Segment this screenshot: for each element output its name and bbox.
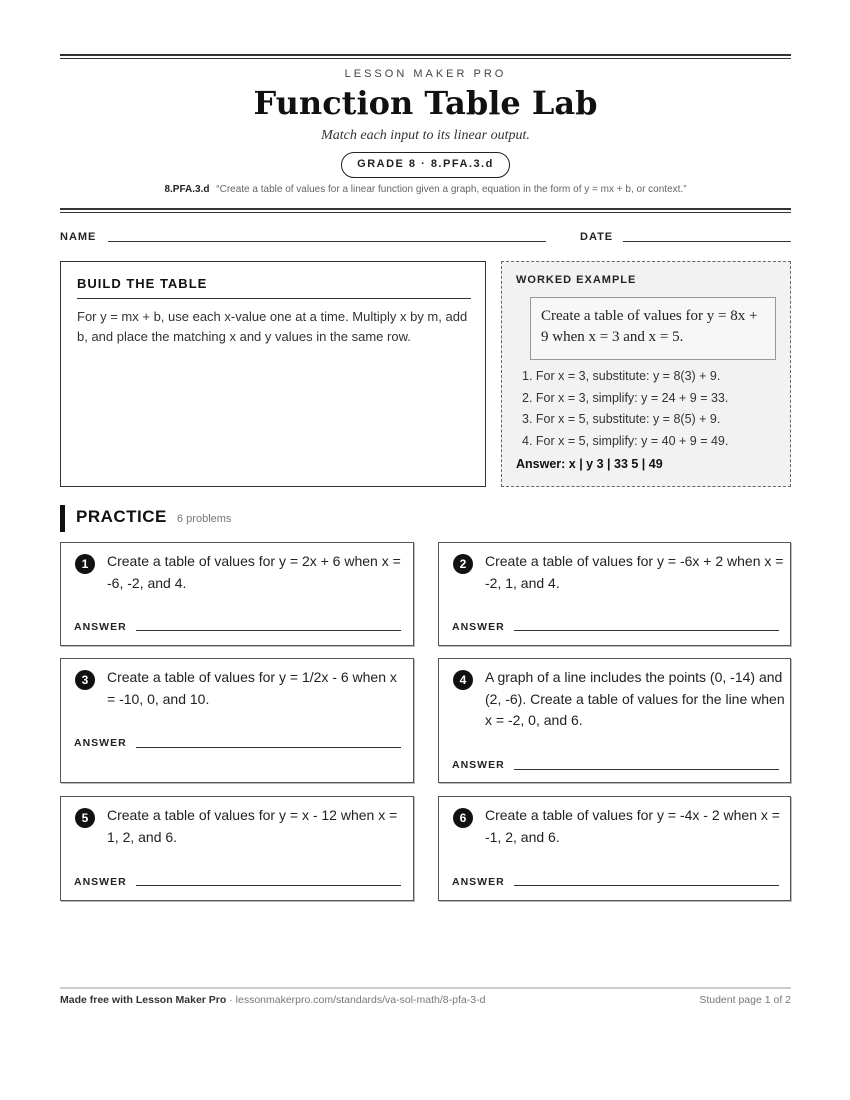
build-the-table-panel [60,261,486,487]
page-title: Function Table Lab [253,84,598,122]
example-steps [522,366,728,452]
problem-text: Create a table of values for y = 2x + 6 when x = -6, -2, and 4. [107,553,401,591]
answer-field-3[interactable] [136,747,401,748]
header-bottom-rule [60,208,791,213]
problem-number: 6 [453,808,473,828]
name-label: NAME [60,231,97,243]
answer-label: ANSWER [74,621,127,633]
answer-label: ANSWER [74,876,127,888]
example-answer: Answer: x | y 3 | 33 5 | 49 [516,457,663,471]
worked-example-panel [501,261,791,487]
problem-number: 3 [75,670,95,690]
problem-text: Create a table of values for y = -4x - 2 when x = -1, 2, and 6. [485,807,780,845]
answer-field-2[interactable] [514,630,779,631]
problem-number: 5 [75,808,95,828]
answer-field-4[interactable] [514,769,779,770]
worksheet-page [60,0,791,1100]
problem-card-4 [438,658,791,783]
answer-field-1[interactable] [136,630,401,631]
grade-badge: GRADE 8 · 8.PFA.3.d [341,152,510,178]
example-step: 4. For x = 5, simplify: y = 40 + 9 = 49. [522,433,729,448]
header-top-rule [60,54,791,59]
footer-made-with: Made free with Lesson Maker Pro [60,994,227,1006]
problem-text: Create a table of values for y = 1/2x - 6 when x = -10, 0, and 10. [107,669,397,707]
standard-text: “Create a table of values for a linear function given a graph, equation in the form of y = mx + b, or context.” [216,184,687,195]
footer-rule [60,987,791,989]
date-label: DATE [580,231,614,243]
standard-line [60,184,791,195]
practice-accent-bar [60,505,65,532]
problem-text: Create a table of values for y = -6x + 2 when x = -2, 1, and 4. [485,553,784,591]
example-step: 2. For x = 3, simplify: y = 24 + 9 = 33. [522,390,729,405]
problem-number: 1 [75,554,95,574]
answer-field-6[interactable] [514,885,779,886]
brand-name: LESSON MAKER PRO [344,68,507,80]
problem-number: 4 [453,670,473,690]
problem-card-1 [60,542,414,646]
footer-page-number: Student page 1 of 2 [699,994,791,1006]
standard-code: 8.PFA.3.d [164,184,210,195]
build-divider [77,298,471,299]
problem-card-6 [438,796,791,901]
problem-number: 2 [453,554,473,574]
practice-title: PRACTICE [76,507,167,526]
example-step: 3. For x = 5, substitute: y = 8(5) + 9. [522,412,721,426]
problem-card-3 [60,658,414,783]
answer-label: ANSWER [452,621,505,633]
answer-label: ANSWER [452,759,505,771]
problem-card-2 [438,542,791,646]
example-title: WORKED EXAMPLE [516,274,637,286]
footer-url[interactable]: · lessonmakerpro.com/standards/va-sol-math/8-pfa-3-d [226,994,486,1006]
problem-card-5 [60,796,414,901]
problem-text: A graph of a line includes the points (0, -14) and (2, -6). Create a table of values for the line when x = -2, 0, and 6. [485,669,785,728]
page-subtitle: Match each input to its linear output. [321,128,530,143]
footer-credit [60,994,485,1006]
build-title: BUILD THE TABLE [77,276,208,291]
problem-text: Create a table of values for y = x - 12 when x = 1, 2, and 6. [107,807,398,845]
answer-field-5[interactable] [136,885,401,886]
name-field[interactable] [108,241,546,242]
build-instructions: For y = mx + b, use each x-value one at a time. Multiply x by m, add b, and place the matching x and y values in the same row. [77,309,468,344]
answer-label: ANSWER [74,737,127,749]
example-prompt: Create a table of values for y = 8x + 9 when x = 3 and x = 5. [530,297,776,360]
date-field[interactable] [623,241,791,242]
answer-label: ANSWER [452,876,505,888]
practice-count: 6 problems [177,513,232,525]
example-step: 1. For x = 3, substitute: y = 8(3) + 9. [522,369,721,383]
